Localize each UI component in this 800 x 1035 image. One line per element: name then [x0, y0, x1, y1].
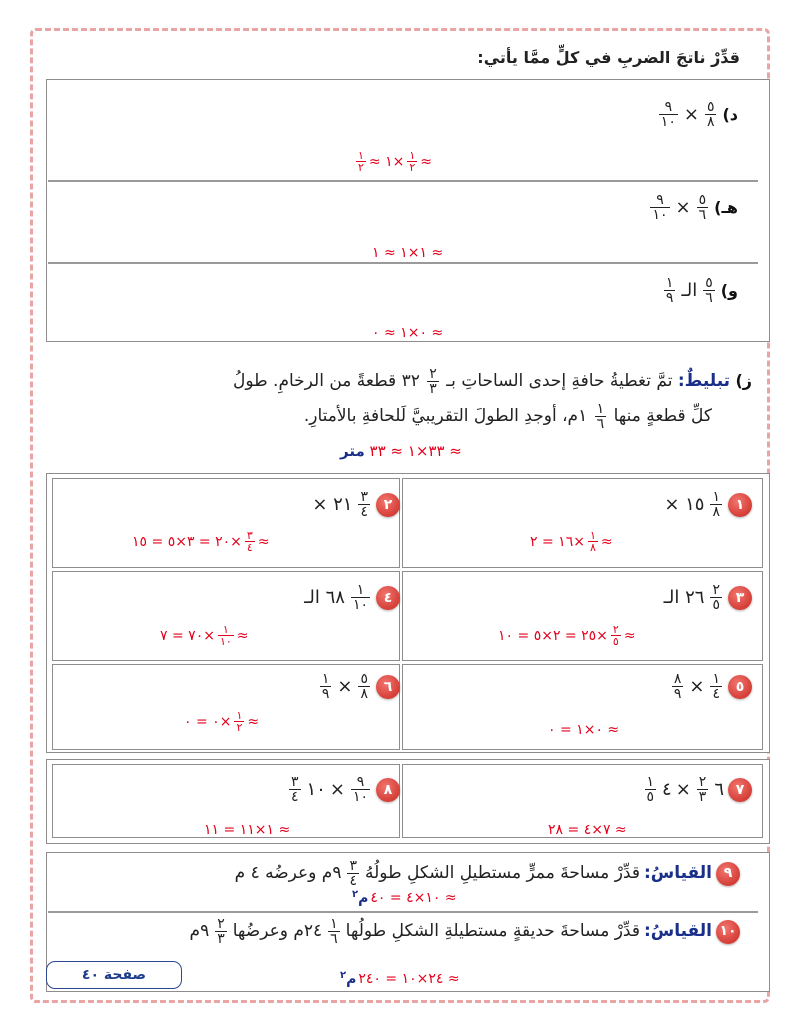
problem-3: ٣ $\frac{٢}{٥}$ ٢٦ الـ	[664, 583, 752, 612]
problem-2: ٢ $\frac{٣}{٤}$ ٢١ ×	[312, 490, 400, 519]
problem-6-answer: ≈ $\frac{١}{٢}$ ×٠ = ٠	[184, 709, 260, 734]
measure-9-answer: ≈ ١٠×٤ = ٤٠ م$^٢$	[352, 889, 457, 907]
fraction: $\frac{١}{٨}$	[589, 529, 596, 554]
measure-9-unit: م$^٢$	[352, 889, 369, 907]
fraction: $\frac{٢}{٣}$	[217, 916, 225, 947]
problem-4-answer: ≈ $\frac{١}{١٠}$ ×٧٠ = ٧	[160, 623, 249, 648]
part-z-answer: ≈ ٣٣×١ ≈ ٣٣ متر	[340, 442, 462, 460]
fraction: $\frac{٥}{٨}$	[360, 671, 368, 702]
fraction: $\frac{١}{٩}$	[665, 275, 674, 306]
fraction: $\frac{١}{١٠}$	[352, 582, 368, 613]
fraction: $\frac{١}{٤}$	[712, 671, 720, 702]
fraction: $\frac{٣}{٤}$	[360, 489, 368, 520]
fraction: $\frac{٩}{١٠}$	[660, 99, 676, 130]
fraction: $\frac{٢}{٣}$	[429, 365, 437, 397]
measure-10-heading: القياسُ:	[643, 921, 712, 941]
measure-9: ٩ القياسُ: قدِّرْ مساحةَ ممرٍّ مستطيلِ الشكلِ طولُهُ $\frac{٣}{٤}$ ٩م وعرضُه ٤ م	[235, 858, 740, 889]
problem-number-badge: ٢	[376, 493, 400, 517]
problem-number-badge: ٤	[376, 586, 400, 610]
problem-8: ٨ $\frac{٩}{١٠}$ × ١٠ $\frac{٣}{٤}$	[287, 775, 400, 804]
part-z-heading: تبليطٌ:	[677, 371, 731, 391]
problem-6: ٦ $\frac{٥}{٨}$ × $\frac{١}{٩}$	[318, 672, 400, 701]
row-divider	[48, 180, 758, 182]
problem-number-badge: ٥	[728, 675, 752, 699]
fraction: $\frac{٨}{٩}$	[673, 671, 682, 702]
page-number-badge: صفحة ٤٠	[46, 961, 182, 989]
problem-7: ٧ ٦ $\frac{٢}{٣}$ × ٤ $\frac{١}{٥}$	[643, 775, 753, 804]
problem-number-badge: ٦	[376, 675, 400, 699]
fraction: $\frac{٢}{٥}$	[712, 582, 720, 613]
problem-number-badge: ٧	[728, 778, 752, 802]
measure-10: ١٠ القياسُ: قدِّرْ مساحةَ حديقةٍ مستطيلةِ الشكلِ طولُها $\frac{١}{٦}$ ٢٤م وعرضُها $\frac{٢}{٣}$ ٩م	[190, 916, 740, 947]
part-d-problem: د) $\frac{٥}{٨}$ × $\frac{٩}{١٠}$	[660, 99, 738, 130]
fraction: $\frac{١}{٩}$	[321, 671, 330, 702]
row-divider	[48, 911, 758, 913]
problem-3-answer: ≈ $\frac{٢}{٥}$ ×٢٥ = ٢×٥ = ١٠	[498, 623, 636, 648]
problem-number-badge: ٣	[728, 586, 752, 610]
part-h-answer: ≈ ١×١ ≈ ١	[372, 245, 444, 261]
problem-5: ٥ $\frac{١}{٤}$ × $\frac{٨}{٩}$	[670, 672, 752, 701]
part-d-label: د)	[722, 105, 738, 124]
fraction: $\frac{١}{١٠}$	[219, 623, 232, 648]
fraction: $\frac{١}{٨}$	[712, 489, 720, 520]
measure-10-unit: م$^٢$	[340, 970, 357, 988]
part-d-answer: ≈ $\frac{١}{٢}$ ×١ ≈ $\frac{١}{٢}$	[358, 149, 433, 174]
part-w-label: و)	[720, 281, 738, 300]
fraction: $\frac{١}{٦}$	[330, 916, 338, 947]
part-h-problem: هـ) $\frac{٥}{٦}$ × $\frac{٩}{١٠}$	[652, 192, 738, 223]
fraction: $\frac{١}{٢}$	[409, 149, 416, 174]
measure-9-heading: القياسُ:	[643, 863, 712, 883]
fraction: $\frac{٣}{٤}$	[349, 858, 357, 889]
problem-number-badge: ٨	[376, 778, 400, 802]
fraction: $\frac{٥}{٦}$	[698, 192, 707, 223]
problem-7-answer: ≈ ٧×٤ = ٢٨	[548, 822, 627, 838]
fraction: $\frac{١}{٥}$	[646, 774, 655, 805]
fraction: $\frac{١}{٢}$	[358, 149, 364, 174]
problem-1: ١ $\frac{١}{٨}$ ١٥ ×	[664, 490, 752, 519]
problem-4: ٤ $\frac{١}{١٠}$ ٦٨ الـ	[304, 583, 400, 612]
fraction: $\frac{٣}{٤}$	[246, 529, 253, 554]
problem-8-answer: ≈ ١×١١ = ١١	[204, 822, 291, 838]
fraction: $\frac{٥}{٨}$	[706, 99, 715, 130]
problem-1-answer: ≈ $\frac{١}{٨}$ ×١٦ = ٢	[530, 529, 613, 554]
part-h-label: هـ)	[714, 198, 738, 217]
measure-10-answer: ≈ ٢٤×١٠ = ٢٤٠ م$^٢$	[340, 970, 460, 988]
fraction: $\frac{٩}{١٠}$	[652, 192, 668, 223]
problem-number-badge: ١	[728, 493, 752, 517]
fraction: $\frac{٥}{٦}$	[705, 275, 713, 306]
fraction: $\frac{٣}{٤}$	[290, 774, 299, 805]
part-z-line2: كلِّ قطعةٍ منها $\frac{١}{٦}$ ١م، أوجدِ الطولَ التقريبيَّ لَلحافةِ بالأمتارِ.	[303, 400, 712, 432]
fraction: $\frac{٩}{١٠}$	[352, 774, 368, 805]
part-z-label: ز)	[735, 371, 752, 390]
fraction: $\frac{١}{٦}$	[596, 400, 605, 432]
row-divider	[48, 262, 758, 264]
problem-5-answer: ≈ ٠×١ = ٠	[548, 722, 620, 738]
problem-number-badge: ١٠	[716, 920, 740, 944]
fraction: $\frac{٢}{٥}$	[612, 623, 619, 648]
part-z-line1: ز) تبليطٌ: تمَّ تغطيةُ حافةِ إحدى الساحاتِ بـ $\frac{٢}{٣}$ ٣٢ قطعةً من الرخامِ. طولُ	[232, 365, 752, 397]
problem-2-answer: ≈ $\frac{٣}{٤}$ ×٢٠ = ٣×٥ = ١٥	[132, 529, 270, 554]
problem-number-badge: ٩	[716, 862, 740, 886]
part-z-unit: متر	[340, 442, 365, 460]
part-w-problem: و) $\frac{٥}{٦}$ الـ $\frac{١}{٩}$	[665, 275, 738, 306]
part-w-answer: ≈ ٠×١ ≈ ٠	[372, 325, 444, 341]
fraction: $\frac{١}{٢}$	[236, 709, 243, 734]
instruction-text: قدِّرْ ناتجَ الضربِ في كلٍّ ممَّا يأتي:	[477, 48, 740, 67]
fraction: $\frac{٢}{٣}$	[698, 774, 707, 805]
